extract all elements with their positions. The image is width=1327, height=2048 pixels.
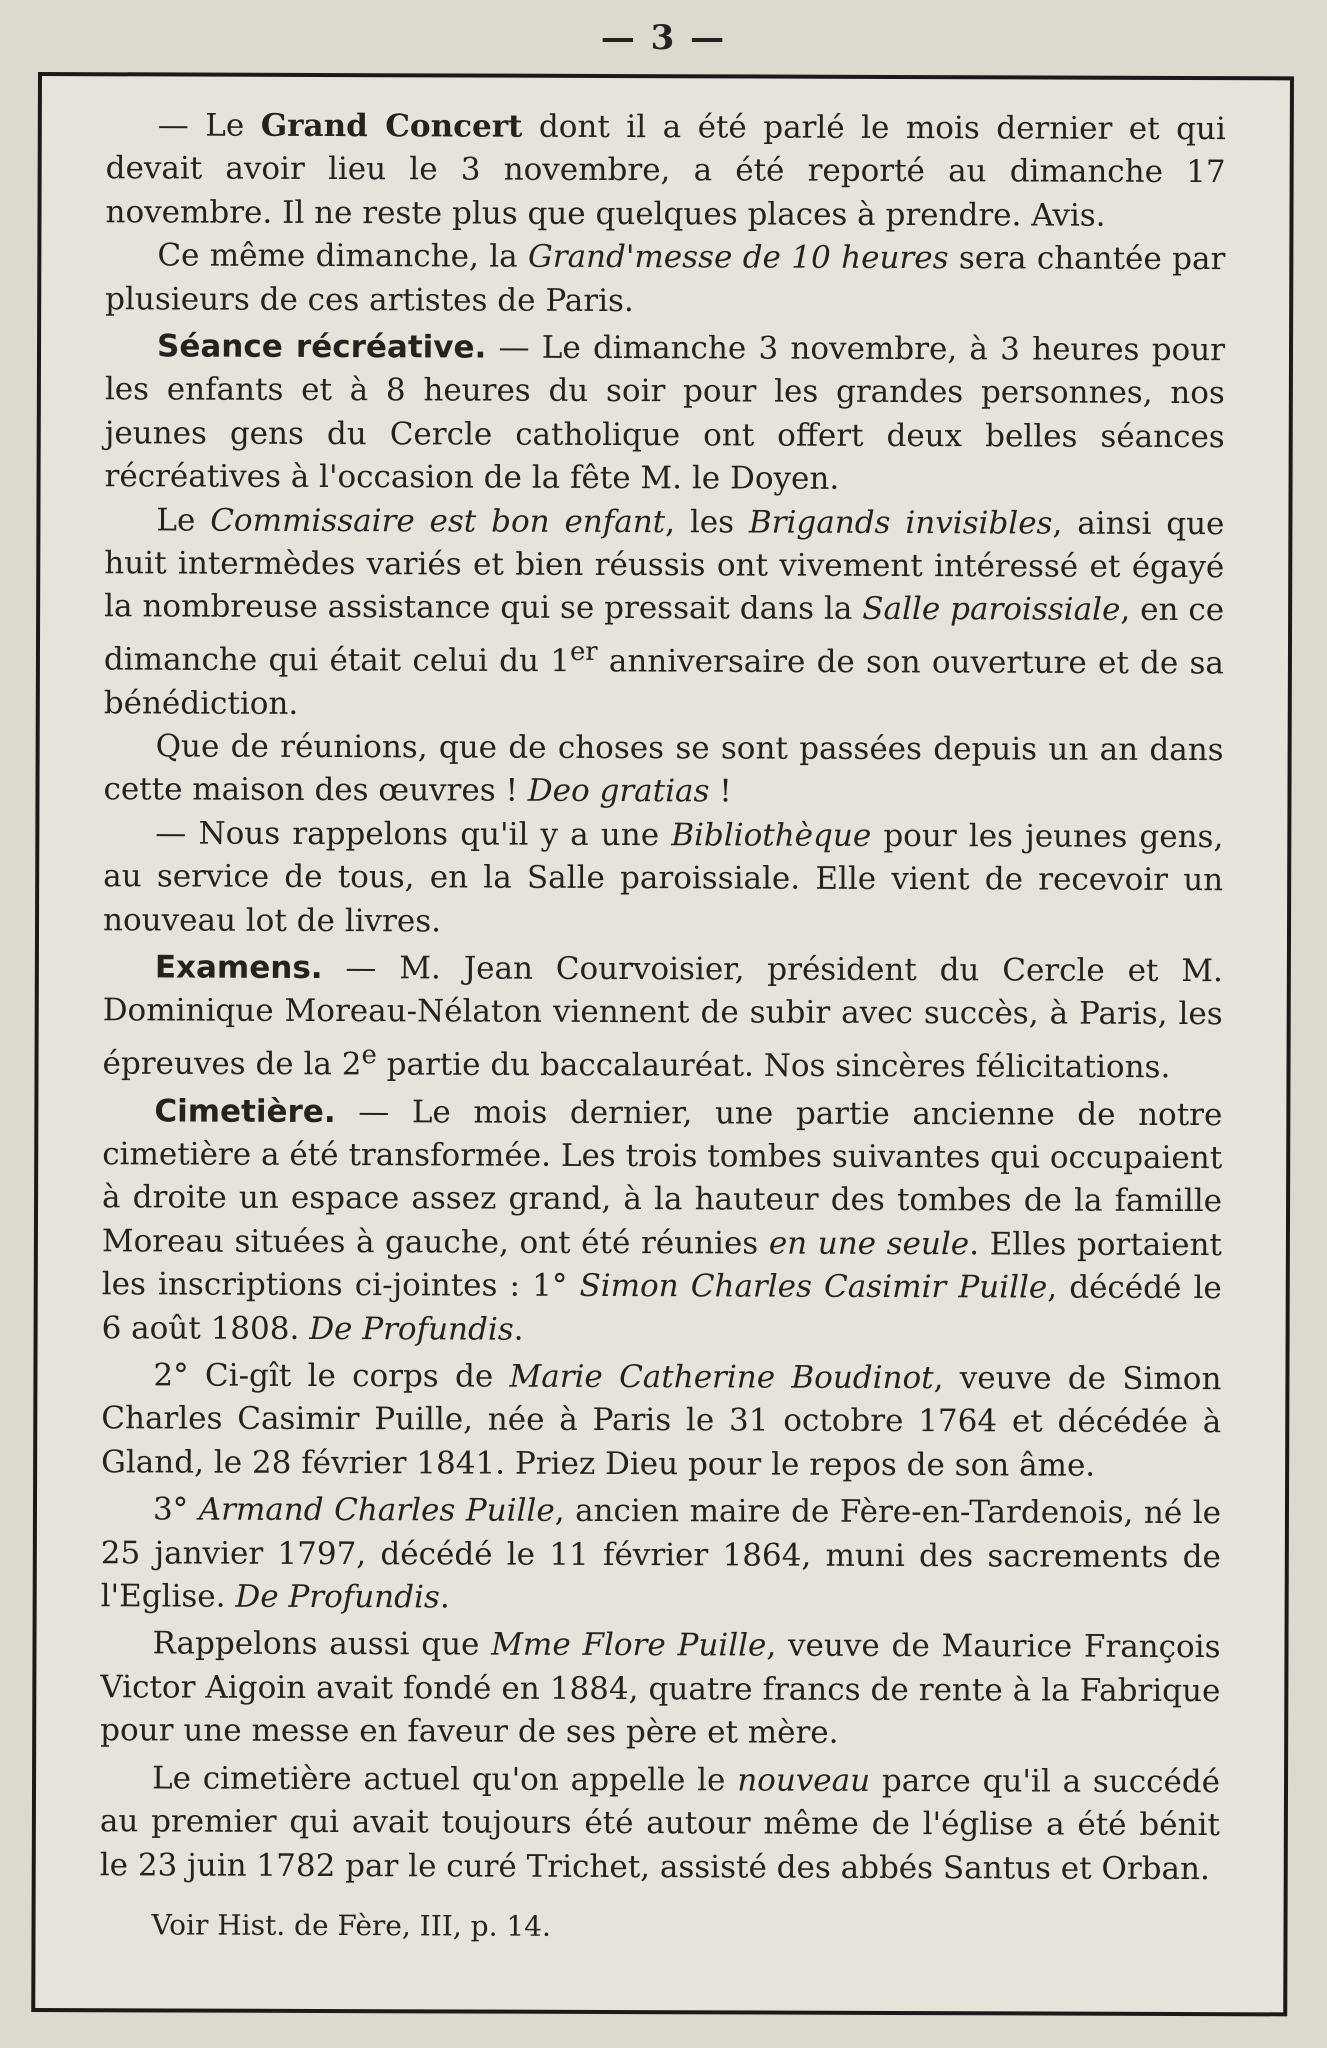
paragraph-bibliotheque: — Nous rappelons qu'il y a une Bibliothèque pour les jeunes gens, au service de tous, en la Salle paroissiale. Elle vient de recevoir un nouveau lot de livres. <box>102 815 1224 940</box>
article-frame <box>31 72 1294 2016</box>
grand-concert-title: Grand Concert <box>260 107 523 145</box>
paragraph-inscription-2: 2° Ci-gît le corps de Marie Catherine Boudinot, veuve de Simon Charles Casimir Puille, née à Paris le 31 octobre 1764 et décédée à Gland, le 28 février 1841. Priez Dieu pour le repos de son âme. <box>101 1357 1222 1484</box>
page-number: — 3 — <box>600 18 727 58</box>
section-heading-cimetiere: Cimetière. <box>154 1093 336 1130</box>
paragraph-examens: Examens. — M. Jean Courvoisier, président du Cercle et M. Dominique Moreau-Nélaton viennent de subir avec succès, à Paris, les épreuves de la 2e partie du baccalauréat. Nos sincères félicitations. <box>102 949 1223 1086</box>
paragraph-seance-recreative: Séance récréative. — Le dimanche 3 novembre, à 3 heures pour les enfants et à 8 heures du soir pour les grandes personnes, nos jeunes gens du Cercle catholique ont offert deux belles séances récréatives à l'occasion de la fête M. le Doyen. <box>104 328 1226 498</box>
paragraph-reunions: Que de réunions, que de choses se sont passées depuis un an dans cette maison des œuvres ! Deo gratias ! <box>103 728 1224 810</box>
reference-note: Voir Hist. de Fère, III, p. 14. <box>151 1908 551 1943</box>
paragraph-cimetiere-actuel: Le cimetière actuel qu'on appelle le nouveau parce qu'il a succédé au premier qui avait toujours été autour même de l'église a été bénit le 23 juin 1782 par le curé Trichet, assisté des abbés Santus et Orban. <box>99 1760 1221 1887</box>
paragraph-inscription-3: 3° Armand Charles Puille, ancien maire de Fère-en-Tardenois, né le 25 janvier 1797, décédé le 11 février 1864, muni des sacrements de l'Eglise. De Profundis. <box>100 1491 1222 1616</box>
paragraph-cimetiere: Cimetière. — Le mois dernier, une partie ancienne de notre cimetière a été transformée. Les trois tombes suivantes qui occupaient à droite un espace assez grand, à la hauteur des tombes de la famille Moreau situées à gauche, ont été réunies en une seule. Elles portaient les inscriptions ci-jointes : 1° Simon Charles Casimir Puille, décédé le 6 août 1808. De Profundis. <box>101 1093 1223 1348</box>
paragraph-grand-concert: — Le Grand Concert dont il a été parlé le mois dernier et qui devait avoir lieu le 3 novembre, a été reporté au dimanche 17 novembre. Il ne reste plus que quelques places à prendre. Avis. <box>105 107 1226 234</box>
section-heading-examens: Examens. <box>154 949 323 987</box>
section-heading-seance: Séance récréative. <box>156 328 487 366</box>
paragraph-grand-messe: Ce même dimanche, la Grand'messe de 10 heures sera chantée par plusieurs de ces artistes de Paris. <box>105 237 1226 319</box>
paragraph-commissaire: Le Commissaire est bon enfant, les Brigands invisibles, ainsi que huit intermèdes variés et bien réussis ont vivement intéressé et égayé la nombreuse assistance qui se pressait dans la Salle paroissiale, en ce dimanche qui était celui du 1er anniversaire de son ouverture et de sa bénédiction. <box>103 502 1225 722</box>
paragraph-flore-puille: Rappelons aussi que Mme Flore Puille, veuve de Maurice François Victor Aigoin avait fondé en 1884, quatre francs de rente à la Fabrique pour une messe en faveur de ses père et mère. <box>100 1625 1221 1752</box>
